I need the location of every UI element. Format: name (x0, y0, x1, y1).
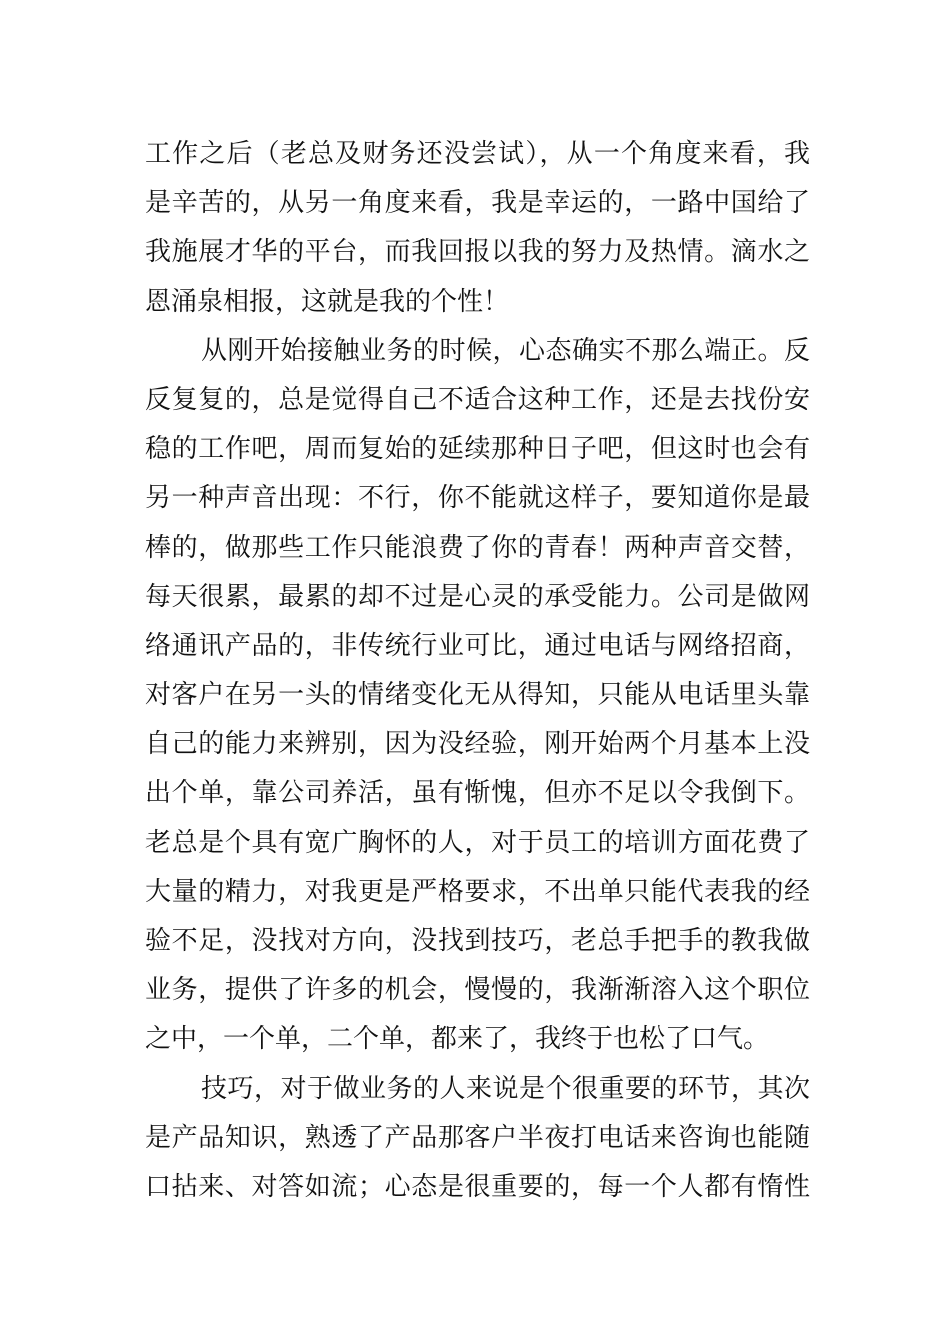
text-line: 之中，一个单，二个单，都来了，我终于也松了口气。 (145, 1024, 770, 1055)
body-text (145, 130, 810, 1212)
text-line: 恩涌泉相报，这就是我的个性！ (145, 286, 510, 317)
text-line: 出个单，靠公司养活，虽有惭愧，但亦不足以令我倒下。 (145, 778, 810, 809)
text-line: 老总是个具有宽广胸怀的人，对于员工的培训方面花费了 (145, 827, 810, 858)
text-line: 络通讯产品的，非传统行业可比，通过电话与网络招商， (145, 630, 810, 661)
paragraph-2 (145, 327, 810, 1065)
text-line: 棒的，做那些工作只能浪费了你的青春！两种声音交替， (145, 532, 810, 563)
text-line: 每天很累，最累的却不过是心灵的承受能力。公司是做网 (145, 581, 810, 612)
text-line: 反复复的，总是觉得自己不适合这种工作，还是去找份安 (145, 384, 810, 415)
text-line: 稳的工作吧，周而复始的延续那种日子吧，但这时也会有 (145, 434, 810, 465)
text-line: 工作之后（老总及财务还没尝试），从一个角度来看，我 (145, 139, 810, 169)
text-line: 大量的精力，对我更是严格要求，不出单只能代表我的经 (145, 876, 810, 907)
paragraph-1 (145, 130, 810, 327)
text-line: 口拈来、对答如流；心态是很重要的，每一个人都有惰性 (145, 1171, 810, 1202)
paragraph-3 (145, 1065, 810, 1213)
text-line: 是辛苦的，从另一角度来看，我是幸运的，一路中国给了 (145, 188, 810, 219)
text-line: 验不足，没找对方向，没找到技巧，老总手把手的教我做 (145, 926, 810, 956)
text-line: 技巧，对于做业务的人来说是个很重要的环节，其次 (201, 1073, 810, 1104)
text-line: 另一种声音出现：不行，你不能就这样子，要知道你是最 (145, 483, 810, 514)
text-line: 从刚开始接触业务的时候，心态确实不那么端正。反 (201, 335, 810, 366)
text-line: 对客户在另一头的情绪变化无从得知，只能从电话里头靠 (145, 680, 810, 711)
text-line: 是产品知识，熟透了产品那客户半夜打电话来咨询也能随 (145, 1122, 810, 1153)
text-line: 业务，提供了许多的机会，慢慢的，我渐渐溶入这个职位 (145, 975, 810, 1006)
text-line: 我施展才华的平台，而我回报以我的努力及热情。滴水之 (145, 237, 810, 268)
text-line: 自己的能力来辨别，因为没经验，刚开始两个月基本上没 (145, 729, 810, 760)
